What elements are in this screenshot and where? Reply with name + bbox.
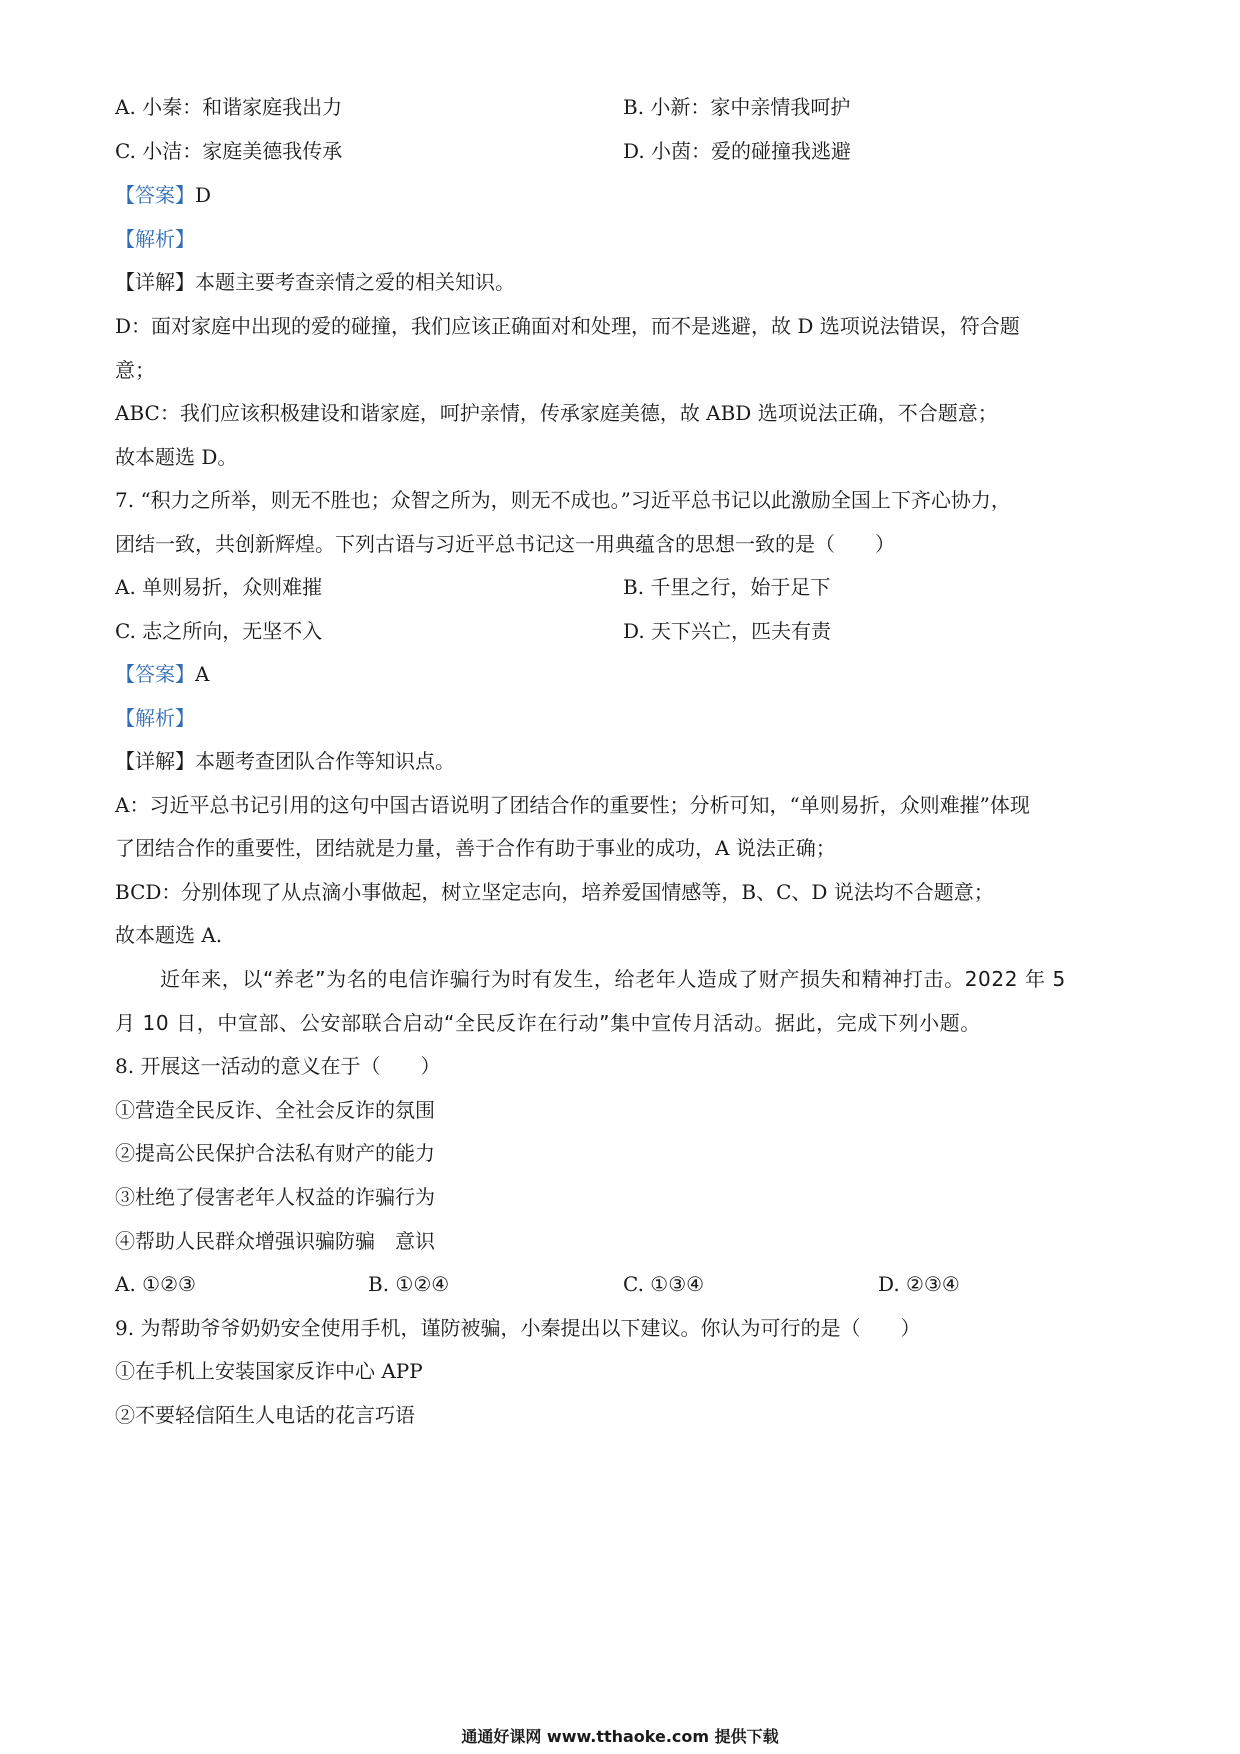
- q7-option-c: C. 志之所向，无坚不入: [115, 619, 323, 643]
- q6-answer: [115, 180, 1125, 210]
- q8-option-d: D. ②③④: [878, 1272, 960, 1296]
- answer-tag: 【答案】: [115, 183, 195, 207]
- answer-tag: 【答案】: [115, 662, 195, 686]
- q7-explanation-line: A：习近平总书记引用的这句中国古语说明了团结合作的重要性；分析可知，“单则易折，众则难摧”体现: [115, 793, 1030, 817]
- q7-stem: 7. “积力之所举，则无不胜也；众智之所为，则无不成也。”习近平总书记以此激励全国上下齐心协力，: [115, 488, 1011, 512]
- q7-answer: [115, 659, 1125, 689]
- q7-explanation-line: 了团结合作的重要性，团结就是力量，善于合作有助于事业的成功，A 说法正确；: [115, 836, 836, 860]
- q8-item: ①营造全民反诈、全社会反诈的氛围: [115, 1098, 435, 1122]
- q8-stem: 8. 开展这一活动的意义在于（ ）: [115, 1054, 441, 1078]
- q7-analysis: [115, 703, 1125, 733]
- detail-tag: 【详解】: [115, 749, 195, 773]
- detail-text: 本题主要考查亲情之爱的相关知识。: [195, 270, 515, 294]
- q8-option-a: A. ①②③: [115, 1272, 196, 1296]
- q6-detail: [115, 267, 1125, 297]
- passage-line: 月 10 日，中宣部、公安部联合启动“全民反诈在行动”集中宣传月活动。据此，完成下列小题。: [115, 1011, 981, 1035]
- q9-item: ①在手机上安装国家反诈中心 APP: [115, 1359, 423, 1383]
- detail-tag: 【详解】: [115, 270, 195, 294]
- analysis-tag: 【解析】: [115, 706, 195, 730]
- q9-stem: 9. 为帮助爷爷奶奶安全使用手机，谨防被骗，小秦提出以下建议。你认为可行的是（ ）: [115, 1316, 921, 1340]
- q6-analysis: [115, 224, 1125, 254]
- q6-explanation-line: 故本题选 D。: [115, 445, 238, 469]
- q8-option-b: B. ①②④: [368, 1272, 450, 1296]
- page-footer: 通通好课网 www.tthaoke.com 提供下载: [461, 1727, 779, 1746]
- q6-option-b: B. 小新：家中亲情我呵护: [623, 95, 851, 119]
- q6-option-d: D. 小茵：爱的碰撞我逃避: [623, 139, 852, 163]
- answer-value: A: [195, 662, 210, 686]
- q9-item: ②不要轻信陌生人电话的花言巧语: [115, 1403, 415, 1427]
- q8-item: ②提高公民保护合法私有财产的能力: [115, 1141, 435, 1165]
- passage-line: 近年来，以“养老”为名的电信诈骗行为时有发生，给老年人造成了财产损失和精神打击。2022 年 5: [160, 967, 1066, 991]
- q7-explanation-line: BCD：分别体现了从点滴小事做起，树立坚定志向，培养爱国情感等，B、C、D 说法均不合题意；: [115, 880, 994, 904]
- q7-option-a: A. 单则易折，众则难摧: [115, 575, 323, 599]
- q7-explanation-line: 故本题选 A.: [115, 923, 223, 947]
- answer-value: D: [195, 183, 212, 207]
- q6-option-a: A. 小秦：和谐家庭我出力: [115, 95, 343, 119]
- q8-item: ③杜绝了侵害老年人权益的诈骗行为: [115, 1185, 435, 1209]
- q7-detail: [115, 746, 1125, 776]
- detail-text: 本题考查团队合作等知识点。: [195, 749, 455, 773]
- q6-explanation-line: ABC：我们应该积极建设和谐家庭，呵护亲情，传承家庭美德，故 ABD 选项说法正确，不合题意；: [115, 401, 998, 425]
- q7-option-d: D. 天下兴亡，匹夫有责: [623, 619, 832, 643]
- q6-option-c: C. 小洁：家庭美德我传承: [115, 139, 343, 163]
- analysis-tag: 【解析】: [115, 227, 195, 251]
- q6-explanation-line: 意；: [115, 358, 155, 382]
- q8-option-c: C. ①③④: [623, 1272, 705, 1296]
- q8-item: ④帮助人民群众增强识骗防骗 意识: [115, 1229, 435, 1253]
- q6-explanation-line: D：面对家庭中出现的爱的碰撞，我们应该正确面对和处理，而不是逃避，故 D 选项说法错误，符合题: [115, 314, 1020, 338]
- q7-stem-cont: 团结一致，共创新辉煌。下列古语与习近平总书记这一用典蕴含的思想一致的是（ ）: [115, 532, 895, 556]
- q7-option-b: B. 千里之行，始于足下: [623, 575, 831, 599]
